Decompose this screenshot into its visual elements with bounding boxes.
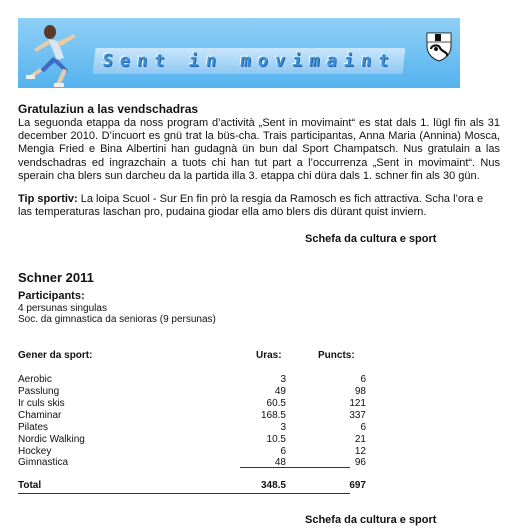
hours-value: 6 — [280, 446, 286, 457]
table-header — [18, 350, 355, 361]
points-value: 12 — [354, 446, 366, 457]
report-title: Schner 2011 — [18, 270, 94, 285]
sport-name: Chaminar — [18, 410, 62, 421]
table-row — [18, 422, 366, 433]
participants-label: Participants: — [18, 290, 85, 302]
points-value: 337 — [349, 410, 366, 421]
sport-name: Aerobic — [18, 374, 52, 385]
points-value: 98 — [354, 386, 366, 397]
article-heading: Gratulaziun a las vendschadras — [18, 102, 199, 116]
table-row — [18, 386, 366, 397]
signature: Schefa da cultura e sport — [305, 233, 437, 245]
signature: Schefa da cultura e sport — [305, 514, 437, 526]
sport-name: Nordic Walking — [18, 434, 85, 445]
participants-line: 4 persunas singulas — [18, 303, 107, 314]
coat-of-arms-icon — [426, 32, 452, 62]
hours-value: 48 — [274, 457, 286, 468]
hours-value: 3 — [280, 374, 286, 385]
column-hours: Uras: — [256, 350, 282, 361]
column-sport: Gener da sport: — [18, 350, 93, 361]
points-value: 21 — [354, 434, 366, 445]
article-body: La seguonda etappa da noss program d’actività „Sent in movimaint“ es stat dals 1. lügl fin als 31 december 2010. D’incuort es gnü trat la büs-cha. Trais participantas, Anna Maria (Annina) Mosca, Mengia Fried e Bina Albertini han gudagnà ün bun dal Sport Champatsch. Nus gratulain a las vendschadras ed ingrazchain a tuots chi han tut part a l’occurrenza „Sent in movimaint“. Nus sperain cha blers sun darcheu da la partida illa 3. etappa chi düra dals 1. schner fin als 30 gün. — [18, 117, 500, 182]
sport-name: Passlung — [18, 386, 60, 397]
column-points: Puncts: — [318, 350, 355, 361]
total-row — [18, 480, 366, 491]
hours-value: 168.5 — [260, 410, 286, 421]
tip-text: La loipa Scuol - Sur En fin prò la resgia da Ramosch es fich attractiva. Scha l’ora e las temperaturas laschan pro, pudaina giodar ella amo blers dis dürant quist inviern. — [18, 193, 484, 219]
sport-name: Pilates — [18, 422, 49, 433]
points-value: 96 — [354, 457, 366, 468]
points-value: 6 — [360, 374, 366, 385]
sport-name: Hockey — [18, 446, 52, 457]
subtotal-divider — [240, 467, 350, 468]
sport-name: Ir culs skis — [18, 398, 65, 409]
total-divider — [18, 493, 350, 494]
hours-value: 10.5 — [266, 434, 286, 445]
participants-line: Soc. da gimnastica da senioras (9 persunas) — [18, 314, 216, 325]
tip-label: Tip sportiv: — [18, 193, 78, 205]
table-row — [18, 410, 366, 421]
total-label: Total — [18, 480, 42, 491]
table-row — [18, 434, 366, 445]
table-row — [18, 446, 366, 457]
hours-value: 3 — [280, 422, 286, 433]
points-value: 121 — [349, 398, 366, 409]
table-row — [18, 398, 366, 409]
banner-title: Sent in movimaint — [93, 48, 406, 74]
hours-value: 60.5 — [266, 398, 286, 409]
runner-icon — [24, 20, 94, 88]
total-points: 697 — [349, 480, 366, 491]
sport-tip — [18, 193, 500, 219]
table-row — [18, 374, 366, 385]
points-value: 6 — [360, 422, 366, 433]
sport-name: Gimnastica — [18, 457, 69, 468]
header-banner — [18, 18, 460, 88]
hours-value: 49 — [274, 386, 286, 397]
total-hours: 348.5 — [260, 480, 286, 491]
